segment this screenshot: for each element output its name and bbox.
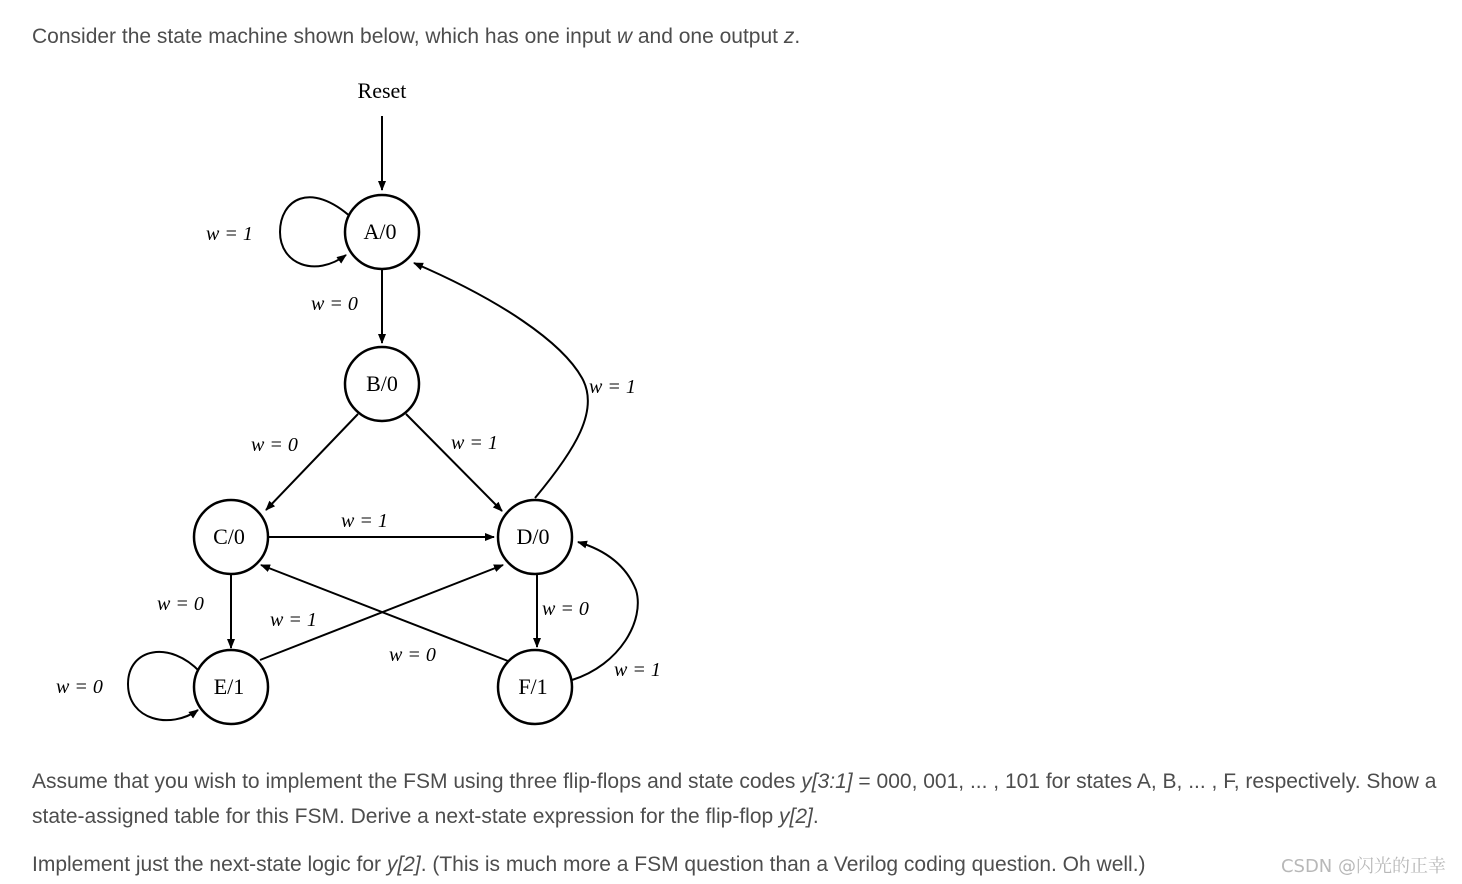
state-c (194, 500, 268, 574)
intro-text-1: Consider the state machine shown below, which has one input (32, 25, 617, 48)
implement-text-2: . (This is much more a FSM question than a Verilog coding question. Oh well.) (420, 853, 1146, 876)
label-c-to-d: w = 1 (341, 510, 388, 532)
state-d-label: D/0 (516, 524, 550, 549)
label-e-to-d: w = 1 (270, 609, 317, 631)
label-f-to-d: w = 1 (614, 659, 661, 681)
intro-text-2: and one output (632, 25, 784, 48)
edge-a-self (280, 197, 352, 266)
label-f-to-c: w = 0 (389, 644, 436, 666)
var-y2: y[2] (779, 805, 813, 828)
implement-paragraph (32, 847, 1442, 882)
label-d-to-a: w = 1 (589, 376, 636, 398)
state-machine-diagram (0, 60, 720, 740)
assume-text-3: . (812, 805, 819, 828)
label-a-self: w = 1 (206, 223, 253, 245)
reset-label: Reset (357, 78, 407, 103)
implement-text-1: Implement just the next-state logic for (32, 853, 387, 876)
label-e-self: w = 0 (56, 676, 103, 698)
state-b (345, 347, 419, 421)
state-b-label: B/0 (366, 371, 398, 396)
intro-text-3: . (794, 25, 801, 48)
var-y31: y[3:1] (801, 770, 853, 793)
label-b-to-d: w = 1 (451, 432, 498, 454)
intro-paragraph (32, 19, 1442, 54)
edge-b-to-c (266, 414, 358, 510)
state-c-label: C/0 (213, 524, 245, 549)
edge-e-self (128, 652, 200, 720)
state-a (345, 195, 419, 269)
csdn-watermark: CSDN @闪光的正幸 (1280, 856, 1446, 877)
state-a-label: A/0 (363, 219, 397, 244)
state-f-label: F/1 (518, 674, 548, 699)
assume-text-1: Assume that you wish to implement the FSM using three flip-flops and state codes (32, 770, 802, 793)
assume-paragraph (32, 764, 1442, 834)
state-f (498, 650, 572, 724)
label-b-to-c: w = 0 (251, 434, 298, 456)
var-z: z (783, 25, 795, 48)
state-d (498, 500, 572, 574)
edge-b-to-d (406, 414, 502, 511)
var-w: w (616, 25, 633, 48)
label-c-to-e: w = 0 (157, 593, 204, 615)
label-a-to-b: w = 0 (311, 293, 358, 315)
edge-d-to-a (414, 263, 588, 498)
assume-text-2: = 000, 001, ... , 101 for states A, B, ... , F, respectively. Show a state-assigned table for this FSM. Derive a next-state expression for the flip-flop (32, 770, 1437, 828)
label-d-to-f: w = 0 (542, 598, 589, 620)
state-e-label: E/1 (213, 674, 245, 699)
var-y2-implement: y[2] (386, 853, 421, 876)
state-e (194, 650, 268, 724)
